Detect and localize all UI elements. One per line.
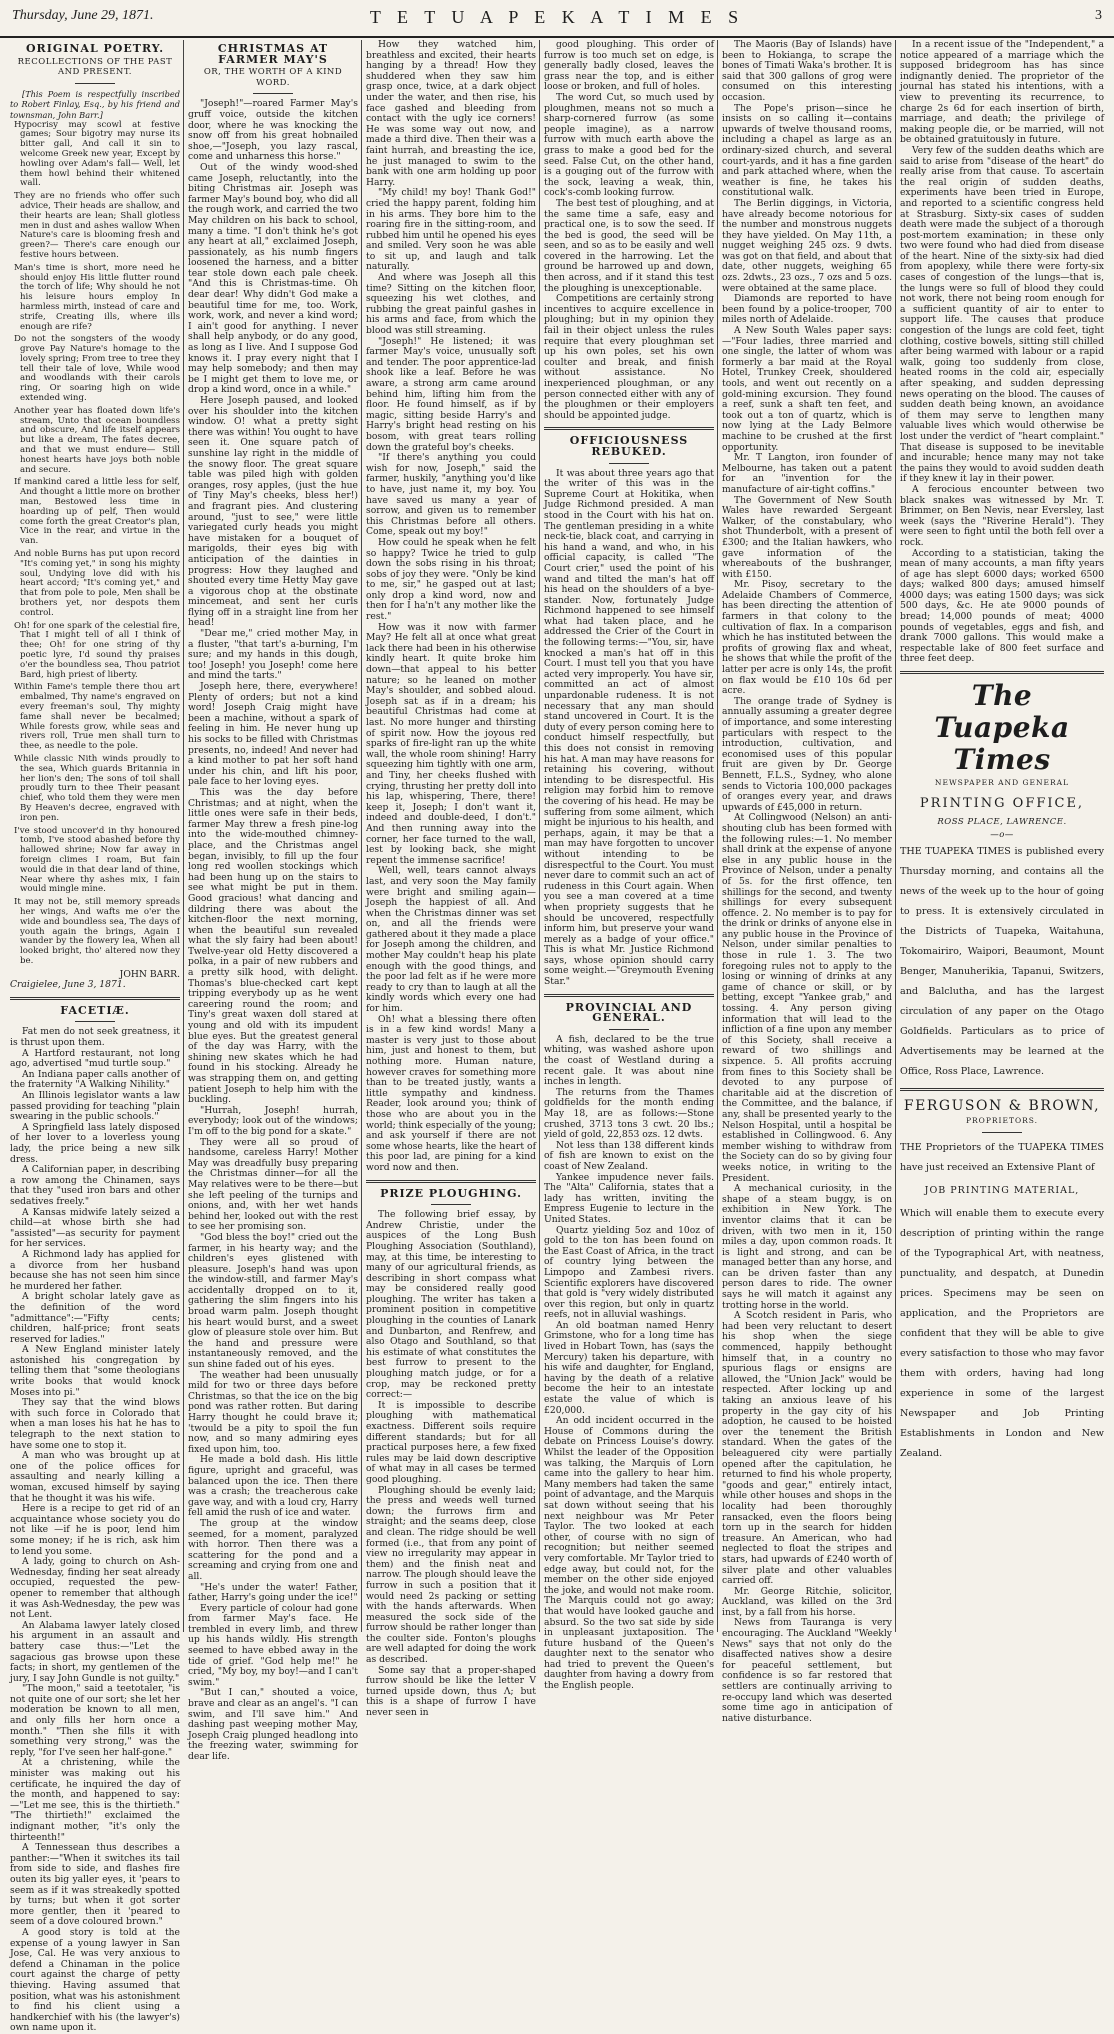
facetiae-item: Here is a recipe to get rid of an acquaintance whose society you do not like —if he is poor, lend him some money; if he is rich, ask him to lend you some.: [10, 1503, 180, 1557]
tuapeka-times-advertisement: [900, 680, 1104, 1082]
news-item: Quartz yielding 5oz and 10oz of gold to the ton has been found on the East Coast of Africa, in the tract of country lying between the Limpopo and Zambesi rivers. Scientific explorers have discovered that gold is "very widely distributed over this region, but only in quartz reefs, not in alluvial washings.: [544, 1224, 714, 1321]
news-item: Mr. T Langton, iron founder of Melbourne, has taken out a patent for an "invention for the manufacture of air-tight coffins.": [722, 452, 892, 495]
column-rule: [895, 40, 896, 1632]
news-item: A mechanical curiosity, in the shape of a steam buggy, is on exhibition in New York. The inventor claims that it can be driven, with two men in it, 150 miles a day, upon common roads. It is light and strong, and can be managed better than any horse, and can be driven faster than any person dares to ride. The owner says he will match it against any trotting horse in the world.: [722, 1183, 892, 1311]
news-item: Mr. Pisoy, secretary to the Adelaide Chambers of Commerce, has been directing the attention of farmers in that colony to the cultivation of flax. In a comparison which he has instituted between the profits of growing flax and wheat, he shows that while the profit of the latter per acre is only 14s, the profit on flax would be £10 10s 6d per acre.: [722, 579, 892, 697]
poem-date: Craigielee, June 3, 1871.: [10, 979, 126, 991]
divider: [900, 671, 1104, 674]
news-item: An odd incident occurred in the House of Commons during the debate on Princess Louise's dowry. Whilst the leader of the Opposition was talking, the Marquis of Lorn came into the gallery to hear him. Many members had taken the same point of advantage, and the Marquis sat down without seeing that his next neighbour was Mr Peter Taylor. The two looked at each other, of course with no sign of recognition; but neither seemed very comfortable. Mr Taylor tried to edge away, but could not, for the member on the other side enjoyed the joke, and would not make room. The Marquis could not go away; that would have looked gauche and absurd. So the two sat side by side in unpleasant juxtaposition. The future husband of the Queen's daughter next to the senator who had tried to prevent the Queen's daughter from having a dowry from the English people.: [544, 1415, 714, 1692]
facetiae-item: A bright scholar lately gave as the definition of the word "admittance":—"Fifty cents; children, half-price; front seats reserved for ladies.": [10, 1291, 180, 1345]
story-subheading: OR, THE WORTH OF A KIND WORD.: [203, 67, 343, 88]
article-paragraph: Ploughing should be evenly laid; the press and weeds well turned down; the furrows firm and straight; and the seams deep, close and clean. The ridge should be well formed (i.e., that from any point of view no irregularity may appear in them) and the finish neat and narrow. The plough should leave the furrow in such a position that it would need 2s packing or setting with the hands afterwards. When measured the sock side of the furrow should be rather longer than the coulter side. Fonton's ploughs are well adapted for doing the work as described.: [366, 1484, 536, 1666]
news-item: A New South Wales paper says:—"Four ladies, three married and one single, the latter of whom was formerly a bar maid at the Royal Hotel, Trunkey Creek, shouldered tools, and went out recently on a gold-mining excursion. They found a reef, sunk a shaft ten feet, and took out a ton of quartz, which is now lying at the Lady Belmore machine to be crushed at the first opportunity.: [722, 325, 892, 453]
poem-signature: JOHN BARR.: [119, 968, 180, 980]
story-paragraph: "Dear me," cried mother May, in a fluster, "that tart's a-burning, I'm sure; and my hands in this dough, too! Joseph! you Joseph! come here and mind the tarts.": [188, 628, 358, 682]
news-item: The Berlin diggings, in Victoria, have already become notorious for the number and monstrous nuggets they have yielded. On May 11th, a nugget weighing 245 ozs. 9 dwts. was got on that field, and about that date, other nuggets, weighing 65 ozs. 2dwts., 23 ozs., 7 ozs and 5 ozs. were obtained at the same place.: [722, 197, 892, 294]
facetiae-item: At a christening, while the minister was making out his certificate, he inquired the day of the month, and happened to say:—"Let me see, this is the thirtieth." "The thirtieth!" exclaimed the indignant mother, "it's only the thirteenth!": [10, 1757, 180, 1843]
article-paragraph: The best test of ploughing, and at the same time a safe, easy and practical one, is to sow the seed. If the bed is good, the seed will be seen, and so as to be easily and well covered in the harrowing. Let the ground be harrowed up and down, then across, and if it stand this test the ploughing is unexceptionable.: [544, 197, 714, 294]
facetiae-item: A Hartford restaurant, not long ago, advertised "mud turtle soup.": [10, 1047, 180, 1070]
column-5: [722, 39, 892, 1724]
column-rule: [539, 40, 540, 1632]
poem-stanza: Hypocrisy may scowl at festive games; Sour bigotry may nurse its bitter gall, And call it sin to welcome Greek new year, Except by howling over Adam's fall— Well, let them howl behind their whitened wall.: [14, 119, 180, 189]
column-4: [544, 39, 714, 1692]
news-item: The orange trade of Sydney is annually assuming a greater degree of importance, and some interesting particulars with respect to the introduction, cultivation, and economised uses of this popular fruit are given by Dr. George Bennett, F.L.S., Sydney, who alone sends to Victoria 100,000 packages of oranges every year, and draws upwards of £45,000 in return.: [722, 695, 892, 813]
poem-stanza: While classic Nith winds proudly to the sea, Which guards Britannia in her lion's den; The sons of toil shall proudly turn to thee Their peasant chief, who told them they were men By Heaven's decree, engraved with iron pen.: [14, 753, 180, 823]
page-number: 3: [1095, 8, 1102, 23]
facetiae-item: A Kansas midwife lately seized a child—at whose birth she had "assisted"—as security for payment for her services.: [10, 1206, 180, 1250]
story-paragraph: Out of the windy wood-shed came Joseph, reluctantly, into the biting Christmas air. Joseph was farmer May's bound boy, who did all the rough work, and carried the two May children on his back to school, many a time. "I don't think he's got any heart at all," exclaimed Joseph, passionately, as his numb fingers loosened the harness, and a bitter tear stole down each pale cheek. "And this is Christmas-time. Oh dear dear! Why didn't God make a beautiful time for me, too. Work, work, work, and never a kind word; I ain't good for anything. I never shall help anybody, or do any good, as long as I live. And I suppose God knows it. I pray every night that I may help somebody; and then may be I might get them to love me, or drop a kind word, once in a while.": [188, 161, 358, 396]
news-item: A ferocious encounter between two black snakes was witnessed by Mr. T. Brimmer, on Ben Nevis, near Eversley, last week (says the "Riverine Herald"). They were seen to fight until the both fell over a rock.: [900, 483, 1104, 548]
column-rule: [361, 40, 362, 1632]
facetiae-item: A New England minister lately astonished his congregation by telling them that "some theologians write books that would knock Moses into pi.": [10, 1344, 180, 1398]
divider: [544, 994, 714, 997]
column-1: [10, 40, 180, 2034]
story-paragraph: "My child! my boy! Thank God!" cried the happy parent, folding him in his arms. They bore him to the roaring fire in the sitting-room, and rubbed him until he opened his eyes and smiled. Very soon he was able to sit up, and laugh and talk naturally.: [366, 187, 536, 273]
poem-stanza: If mankind cared a little less for self, And thought a little more on brother man, Bestowed less time in hoarding up of pelf, Then would come forth the great Creator's plan, Vice in the rear, and virtue in the van.: [14, 477, 180, 547]
story-paragraph: How they watched him, breathless and excited, their hearts hanging by a thread! How they shuddered when they saw him grasp once, twice, at a dark object under the water, and then rise, his face gashed and bleeding from contact with the ugly ice corners! He was some way out now, and made a third dive. Then their was a faint hurrah, and breasting the ice, he just managed to swim to the bank with one arm holding up poor Harry.: [366, 39, 536, 188]
facetiae-heading: FACETIÆ.: [60, 1003, 130, 1017]
column-rule: [183, 40, 184, 1632]
news-item: The Pope's prison—since he insists on so calling it—contains upwards of twelve thousand rooms, including a chapel as large as an ordinary-sized church, and several court-yards, and it has a fine garden and park attached where, when the weather is fine, he takes his constitutional walk.: [722, 102, 892, 199]
poem-stanza: They are no friends who offer such advice, Their heads are shallow, and their hearts are lean; Shall glotless men in dust and ashes wallow When Nature's care is blooming fresh and green?— There's care enough our festive hours between.: [14, 191, 180, 260]
facetiae-item: They say that the wind blows with such force in Colorado that when a man loses his hat he has to telegraph to the next station to have some one to stop it.: [10, 1397, 180, 1451]
divider: [10, 997, 180, 1000]
story-paragraph: "God bless the boy!" cried out the farmer, in his hearty way; and the children's eyes glistened with pleasure. Joseph's hand was upon the window-still, and farmer May's accidentally dropped on to it, gathering the slim fingers into his broad warm palm. Joseph thought his heart would burst, and a sweet glow of pleasure stole over him. But the hand and pressure were instantaneously removed, and the sun shine faded out of his eyes.: [188, 1231, 358, 1371]
news-item: Mr. George Ritchie, solicitor, Auckland, was killed on the 3rd inst, by a fall from his horse.: [722, 1585, 892, 1618]
divider: [253, 93, 293, 94]
story-paragraph: "Hurrah, Joseph! hurrah, everybody; look out of the windows; I'm off to the big pond for a skate.": [188, 1104, 358, 1137]
poem-stanza: Another year has floated down life's stream, Unto that ocean boundless and obscure, And life itself appears but like a dream, The fates decree, and that we must endure— Still honest hearts have joys both noble and secure.: [14, 405, 180, 475]
news-item: A fish, declared to be the true whiting, was washed ashore upon the coast of Westland during a recent gale. It was about nine inches in length.: [544, 1033, 714, 1088]
facetiae-item: A Californian paper, in describing a row among the Chinamen, says that they "used iron bars and other sedatives freely.": [10, 1164, 180, 1207]
facetiae-item: "The moon," said a teetotaler, "is not quite one of our sort; she let her moderation be known to all men, and only fills her horn once a month." "Then she fills it with something very strong," was the reply, "for I've seen her half-gone.": [10, 1683, 180, 1758]
story-paragraph: Joseph here, there, everywhere! Plenty of orders; but not a kind word! Joseph Craig might have been a machine, without a spark of feeling in him. He never hung up his socks to be filled with Christmas presents, no, indeed! And never had a kind mother to pat her soft hand under his chin, and lift his poor, pale face to her loving eyes.: [188, 681, 358, 788]
story-paragraph: Every particle of colour had gone from farmer May's face. He trembled in every limb, and threw up his hands wildly. His strength seemed to have ebbed away in the tide of grief. "God help me!" he cried, "My boy, my boy!—and I can't swim.": [188, 1602, 358, 1688]
story-paragraph: "He's under the water! Father, father, Harry's going under the ice!": [188, 1581, 358, 1604]
story-paragraph: The weather had been unusually mild for two or three days before Christmas, so that the ice on the big pond was rather rotten. But daring Harry thought he could brave it; 'twould be a pity to spoil the fun now, and so many admiring eyes fixed upon him, too.: [188, 1369, 358, 1455]
story-paragraph: "But I can," shouted a voice, brave and clear as an angel's. "I can swim, and I'll save him." And dashing past weeping mother May, Joseph Craig plunged headlong into the freezing water, swimming for dear life.: [188, 1687, 358, 1762]
column-3: [366, 39, 536, 1719]
divider: [609, 463, 649, 464]
news-item: An old boatman named Henry Grimstone, who for a long time has lived in Hobart Town, has (says the Mercury) taken his departure, with his wife and daughter, for England, having by the death of a relative become the heir to an intestate estate the value of which is £20,000.: [544, 1319, 714, 1416]
poem-stanza: It may not be, still memory spreads her wings, And wafts me o'er the wide and boundless sea, The days of youth again the brings, Again I wander by the flowery lea, When all looked bright, tho' altered now they be.: [14, 897, 180, 966]
ad-body: THE TUAPEKA TIMES is published every Thursday morning, and contains all the news of the week up to the hour of going to press. It is extensively circulated in the Districts of Tuapeka, Waitahuna, Tokomairiro, Waipori, Beaumont, Mount Benger, Manuherikia, Tapanui, Switzers, and Balclutha, and has the largest circulation of any paper on the Otago Goldfields. Particulars as to price of Advertisements may be learned at the Office, Ross Place, Lawrence.: [900, 846, 1104, 1078]
article-paragraph: The word Cut, so much used by ploughmen, means not so much a sharp-cornered furrow (as some people imagine), as a narrow furrow with much earth above the grass to make a good bed for the seed. False Cut, on the other hand, is a gouging out of the furrow with the sock, leaving a weak, thin, cock's-comb looking furrow.: [544, 91, 714, 199]
story-paragraph: Here Joseph paused, and looked over his shoulder into the kitchen window. O! what a pretty sight there was within! You ought to have seen it. One square patch of sunshine lay right in the middle of the snowy floor. The great square table was piled high with golden oranges, rosy apples, (just the hue of Tiny May's cheeks, bless her!) and fragrant pies. And clustering around, "just to see," were little variegated curly heads you might have mistaken for a bouquet of marigolds, their eyes big with anticipation of the dainties in progress: How they laughed and shouted every time Hetty May gave a vigorous chop at the obstinate mincemeat, and sent her curls flying off in a straight line from her head!: [188, 395, 358, 629]
divider: [75, 83, 115, 84]
news-item: At Collingwood (Nelson) an anti-shouting club has been formed with the following rules:—1. No member shall drink at the expense of anyone else in any public house in the Province of Nelson, under a penalty of 5s. for the first offence, ten shillings for the second, and twenty shillings for every subsequent offence. 2. No member is to pay for the drink or drinks of anyone else in any public house in the Province of Nelson, under similar penalties to those in rule 1. 3. The two foregoing rules not to apply to the losing or winning of drinks at any game of chance or skill, or by betting, except "Yankee grab," and tossing. 4. Any person giving information that will lead to the infliction of a fine upon any member of this Society, shall receive a reward of two shillings and sixpence. 5. All profits accruing from fines to this Society shall be devoted to any purpose of charitable aid at the discretion of the Committee, and the balance, if any, shall be presented yearly to the Nelson Hospital, until a hospital be established in Collingwood. 6. Any member wishing to withdraw from the Society can do so by giving four weeks notice, in writing to the President.: [722, 812, 892, 1184]
news-item: Diamonds are reported to have been found by a police-trooper, 700 miles north of Adelaide.: [722, 293, 892, 326]
issue-date: Thursday, June 29, 1871.: [12, 8, 154, 23]
facetiae-item: A Richmond lady has applied for a divorce from her husband because she has not seen him since he murdered her father.: [10, 1248, 180, 1292]
divider: [982, 1132, 1022, 1133]
poem-stanza: Within Fame's temple there thou art embalmed, Thy name's engraved on every freeman's soul, Thy mighty fame shall never be becalmed; While forests grow, while seas and rivers roll, True men shall turn to thee, as needle to the pole.: [14, 682, 180, 752]
story-paragraph: Well, well, tears cannot always last, and very soon the May family were bright and smiling again—Joseph the happiest of all. And when the Christmas dinner was set on, and all the friends were gathered about it they made a place for Joseph among the children, and mother May couldn't heap his plate enough with the good things, and the poor lad felt as if he were more ready to cry than to laugh at all the kindly words which every one had for him.: [366, 865, 536, 1015]
column-6: [900, 40, 1104, 1632]
facetiae-item: Fat men do not seek greatness, it is thrust upon them.: [10, 1026, 180, 1049]
facetiae-item: A lady, going to church on Ash-Wednesday, finding her seat already occupied, requested the pew-opener to remember that although it was Ash-Wednesday, the pew was not Lent.: [10, 1556, 180, 1621]
story-paragraph: Oh! what a blessing there often is in a few kind words! Many a master is very just to those about him, just and honest to them, but nothing more. Human nature, however craves for something more than to be treated justly, wants a little sympathy and kindness. Reader, look around you; think of those who are about you in the world; think especially of the young; and ask yourself if there are not some whose hearts, like the heart of this poor lad, are pining for a kind word now and then.: [366, 1013, 536, 1173]
story-paragraph: He made a bold dash. His little figure, upright and graceful, was balanced upon the ice. Then there was a crash; the treacherous cake gave way, and with a loud cry, Harry fell amid the rush of ice and water.: [188, 1454, 358, 1519]
divider: [609, 1029, 649, 1030]
divider: [431, 1204, 471, 1205]
facetiae-item: An Illinois legislator wants a law passed providing for teaching "plain swearing in the public schools.": [10, 1090, 180, 1123]
news-item: Yankee impudence never fails. The "Alta" California, states that a lady has written, inviting the Empress Eugenie to lecture in the United States.: [544, 1171, 714, 1225]
column-2: [188, 40, 358, 1762]
article-paragraph: Competitions are certainly strong incentives to acquire excellence in ploughing; but in my opinion they fail in their object unless the rules require that every ploughman set up his own poles, set his own coulter and break, and finish without assistance. No inexperienced ploughman, or any person connected either with any of the ploughmen or their employers should be appointed judge.: [544, 293, 714, 421]
story-paragraph: They were all so proud of handsome, careless Harry! Mother May was dreadfully busy preparing the Christmas dinner—for all the May relatives were to be there—but she left peeling of the turnips and onions, and, with her wet hands behind her, looked out with the rest to see her promising son.: [188, 1136, 358, 1233]
ad2-body-2: Which will enable them to execute every description of printing within the range of the Typographical Art, with neatness, punctuality, and despatch, at Dunedin prices. Specimens may be seen on application, and the Proprietors are confident that they will be able to give every satisfaction to those who may favor them with orders, having had long experience in some of the largest Newspaper and Job Printing Establishments in London and New Zealand.: [900, 1208, 1104, 1460]
poem-stanza: Man's time is short, more need he should enjoy His little flutter round the torch of life; Why should he not his leisure hours employ In harmless mirth, instead of care and strife, Creating ills, where ills enough are rife?: [14, 262, 180, 332]
story-paragraph: "If there's anything you could wish for now, Joseph," said the farmer, huskily, "anything you'd like to have, just name it, my boy. You have saved us many a year of sorrow, and given us to remember this Christmas before all others. Come, speak out my boy!": [366, 452, 536, 538]
story-paragraph: "Joseph!"—roared Farmer May's gruff voice, outside the kitchen door, where he was knocking the snow off from his great hobnailed shoe,—"Joseph, you lazy rascal, come and unharness this horse.": [188, 98, 358, 163]
news-item: Very few of the sudden deaths which are said to arise from "disease of the heart" do really arise from that cause. To ascertain the real origin of sudden deaths, experiments have been tried in Europe, and reported to a scientific congress held at Strasburg. Sixty-six cases of sudden death were made the subject of a thorough post-mortem examination; in these only two were found who had died from disease of the heart. Nine of the sixty-six had died from apoplexy, while there were forty-six cases of congestion of the lungs—that is, the lungs were so full of blood they could not work, there not being room enough for a sufficient quantity of air to enter to support life. The causes that produce congestion of the lungs are cold feet, tight clothing, costive bowels, sitting still chilled after being warmed with labour or a rapid walk, going too suddenly from close, heated rooms in the cold air, especially after speaking, and sudden depressing news operating on the blood. The causes of sudden death being known, an avoidance of them may serve to lengthen many valuable lives which would otherwise be lost under the verdict of "heart complaint." That disease is supposed to be inevitable and incurable; hence many may not take the pains they would to avoid sudden death if they knew it lay in their power.: [900, 144, 1104, 485]
ad-subtitle: NEWSPAPER AND GENERAL: [934, 778, 1070, 788]
article-paragraph: It was about three years ago that the writer of this was in the Supreme Court at Hokitika, when Judge Richmond presided. A man stood in the Court with his hat on. The gentleman presiding in a white neck-tie, black coat, and carrying in his hand a wand, and who, in his official capacity, is called "The Court crier," used the point of his wand and tilted the man's hat off his head on the shoulders of a bye-stander. Now, fortunately Judge Richmond happened to see himself what had taken place, and he addressed the Crier of the Court in the following terms:—"You, sir, have knocked a man's hat off in this Court. I must tell you that you have acted very improperly. You have sir, committed an act of almost unpardonable rudeness. It is not necessary that any man should stand uncovered in Court. It is the duty of every person coming here to conduct himself respectfully, but this does not consist in removing his hat. A man may have reasons for retaining his covering, without intending to be disrespectful. His religion may forbid him to remove the covering of his head. He may be suffering from some ailment, which might be injurious to his health, and perhaps, again, it may be that a man may have forgotten to uncover without intending to be disrespectful to the Court. You must never dare to commit such an act of rudeness in this Court again. When you see a man covered at a time when propriety suggests that he should be uncovered, respectfully inform him, but preserve your wand merely as a badge of your office." This is what Mr. Justice Richmond says, whose opinion should carry some weight.—"Greymouth Evening Star.": [544, 467, 714, 988]
article-paragraph: It is impossible to describe ploughing with mathematical exactness. Different soils require different standards; but for all practical purposes here, a few fixed rules may be laid down descriptive of what may in all cases be termed good ploughing.: [366, 1399, 536, 1485]
column-rule: [717, 40, 718, 1632]
facetiae-item: An Alabama lawyer lately closed his argument in an assault and battery case thus:—"Let the sagacious gas browse upon these facts; in short, my gentlemen of the jury, I say John Gundle is not guilty.": [10, 1619, 180, 1684]
poem-stanza: And noble Burns has put upon record "It's coming yet," in song his mighty soul, Undying love did with his heart accord; "It's coming yet," and that from pole to pole, Men shall be brothers yet, nor despots them control.: [14, 549, 180, 618]
masthead: [0, 0, 1114, 38]
news-item: The Maoris (Bay of Islands) have been to Hokianga, to scrape the bones of Timati Waka's brother. It is said that 300 gallons of grog were consumed on this interesting occasion.: [722, 39, 892, 103]
prize-ploughing-heading: PRIZE PLOUGHING.: [380, 1186, 522, 1200]
poem-body: [10, 121, 180, 967]
facetiae-item: A Tennessean thus describes a panther:—"When it switches its tail from side to side, and flashes fire outen its big yaller eyes, it 'pears to seem as if it was streakedly spotted by turns; but when it got sorter more gentler, then it 'peared to seem of a dove coloured brown.": [10, 1842, 180, 1928]
divider: [366, 1180, 536, 1183]
ad2-subtitle: PROPRIETORS.: [965, 1116, 1039, 1125]
ad2-title: FERGUSON & BROWN,: [903, 1098, 1101, 1115]
story-paragraph: How could he speak when he felt so happy? Twice he tried to gulp down the sobs rising in his throat; sobs of joy they were. "Only be kind to me, sir," he gasped out at last; only drop a kind word, now and then for I ha'n't any mother like the rest.": [366, 536, 536, 623]
facetiae-item: A good story is told at the expense of a young lawyer in San Jose, Cal. He was very anxious to defend a Chinaman in the police court against the charge of petty thieving. Having assumed that position, what was his astonishment to find his client using a handkerchief with his (the lawyer's) own name upon it.: [10, 1926, 180, 2034]
officiousness-heading: OFFICIOUSNESS REBUKED.: [569, 434, 689, 458]
provincial-heading: PROVINCIAL AND GENERAL.: [565, 1000, 693, 1025]
news-item: In a recent issue of the "Independent," a notice appeared of a marriage which the supposed bridegroom has has since indignantly denied. The proprietor of the journal has stated his intentions, with a view to preventing its recurrence, to charge 2s 6d for each insertion of birth, marriage, and death; the privilege of making people die, or be married, will not be obtained gratuitously in future.: [900, 39, 1104, 146]
news-item: The Government of New South Wales have rewarded Sergeant Walker, of the constabulary, who shot Thunderbolt, with a present of £300; and the Italian hawkers, who gave information of the whereabouts of the bushranger, with £150.: [722, 494, 892, 580]
story-paragraph: The group at the window seemed, for a moment, paralyzed with horror. Then there was a scattering for the pond and a screaming and crying from one and all.: [188, 1517, 358, 1582]
facetiae-list: [10, 1027, 180, 2033]
story-heading: CHRISTMAS AT FARMER MAY'S: [217, 42, 329, 66]
story-paragraph: And where was Joseph all this time? Sitting on the kitchen floor, squeezing his wet clothes, and rubbing the great painful gashes in his arms and face, from which the blood was still streaming.: [366, 272, 536, 337]
ad2-job-printing: JOB PRINTING MATERIAL,: [924, 1184, 1080, 1196]
newspaper-title: T E T U A P E K A T I M E S: [369, 7, 745, 27]
poetry-heading: ORIGINAL POETRY.: [25, 42, 165, 55]
poem-title: RECOLLECTIONS OF THE PAST AND PRESENT.: [17, 56, 173, 78]
ferguson-brown-advertisement: [900, 1098, 1104, 1464]
news-item: A Scotch resident in Paris, who had been very reluctant to desert his shop when the siege commenced, happily bethought himself that, in a country no spurious flags or ensigns are allowed, the "Union Jack" would be respected. After locking up and taking an anxious leave of his property in the gay city of his adoption, he caused to be hoisted over the tenement the British standard. When the gates of the beleaguered city were partially opened after the capitulation, he returned to find his whole property, "goods and gear," entirely intact, while other houses and shops in the locality had been thoroughly ransacked, even the floors being torn up in the search for hidden treasure. An American, who had neglected to float the stripes and stars, had upwards of £240 worth of silver plate and other valuables carried off.: [722, 1310, 892, 1587]
ad-address: ROSS PLACE, LAWRENCE.: [937, 817, 1067, 828]
divider: [544, 427, 714, 430]
article-paragraph: good ploughing. This order of furrow is too much set on edge, is generally badly closed, leaves the grass near the top, and is either loose or broken, and full of holes.: [544, 39, 714, 93]
divider: [900, 1088, 1104, 1091]
story-paragraph: This was the day before Christmas; and at night, when the little ones were safe in their beds, farmer May threw a fresh pine-log into the wide-mouthed chimney-place, and the Christmas angel began, invisibly, to fill up the four long red woollen stockings which had been hung up on the stairs to see what might be put in them. Good gracious! what dancing and dildring there was about the kitchen-floor the next morning, when the beautiful sun revealed what the sly fairy had been about! Twelve-year old Hetty discovered a polka, in a pair of new rubbers and a pretty silk hood, with delight. Thomas's blue-checked cart kept tripping everybody up as he went careering round the room; and Tiny's great waxen doll stared at young and old with its impudent blue eyes. But the greatest general of the day was Harry, with the shining new skates which he had found in his stocking. Already he was strapping them on, and getting patient Joseph to help him with the buckling.: [188, 786, 358, 1106]
ad2-body-1: THE Proprietors of the TUAPEKA TIMES have just received an Extensive Plant of: [900, 1141, 1104, 1173]
news-item: Not less than 138 different kinds of fish are known to exist on the coast of New Zealand.: [544, 1139, 714, 1172]
article-paragraph: Some say that a proper-shaped furrow should be like the letter V turned upside down, thus Λ; but this is a shape of furrow I have never seen in: [366, 1664, 536, 1719]
poem-stanza: Do not the songsters of the woody grove Pay Nature's homage to the lovely spring; From tree to tree they tell their tale of love, While wood and woodlands with their carols ring, Or soaring high on wide extended wing.: [14, 334, 180, 404]
divider: [75, 1021, 115, 1022]
poem-note: [This Poem is respectfully inscribed to Robert Finlay, Esq., by his friend and townsman, John Barr.]: [10, 88, 180, 120]
ad-ornament: —o—: [990, 829, 1014, 840]
facetiae-item: A man who was brought up at one of the police offices for assaulting and nearly killing a woman, excused himself by saying that he thought it was his wife.: [10, 1450, 180, 1504]
facetiae-item: A Springfield lass lately disposed of her lover to a loverless young lady, the price being a new silk dress.: [10, 1121, 180, 1165]
news-item: News from Tauranga is very encouraging. The Auckland "Weekly News" says that not only do the disaffected natives show a desire for peaceful settlement, but confidence is so far restored that settlers are continually arriving to re-occupy land which was deserted some time ago in anticipation of native disturbance.: [722, 1617, 892, 1724]
ad-printing-office: PRINTING OFFICE,: [919, 795, 1085, 811]
poem-stanza: Oh! for one spark of the celestial fire, That I might tell of all I think of thee; Oh! for one string of thy poetic lyre, I'd sound thy praises o'er the boundless sea, Thou patriot Bard, high priest of liberty.: [14, 620, 180, 680]
news-item: The returns from the Thames goldfields for the month ending May 18, are as follows:—Stone crushed, 3713 tons 3 cwt. 20 lbs.; yield of gold, 22,853 ozs. 12 dwts.: [544, 1086, 714, 1141]
news-item: According to a statistician, taking the mean of many accounts, a man fifty years of age has slept 6000 days; worked 6500 days; walked 800 days; amused himself 4000 days; was eating 1500 days; was sick 500 days, &c. He ate 9000 pounds of bread; 14,000 pounds of meat; 4000 pounds of vegetables, eggs and fish, and drank 7000 gallons. This would make a respectable lake of 800 feet surface and three feet deep.: [900, 547, 1104, 665]
article-paragraph: The following brief essay, by Andrew Christie, under the auspices of the Long Bush Ploughing Association (Southland), may, at this time, be interesting to many of our agricultural friends, as describing in short compass what may be considered really good ploughing. The writer has taken a prominent position in competitive ploughing in the counties of Lanark and Dunbarton, and Renfrew, and also Otago and Southland, so that his estimate of what constitutes the best furrow to present to the ploughing match judge, or for a crop, may be reckoned pretty correct:—: [366, 1209, 536, 1401]
story-paragraph: How was it now with farmer May? He felt all at once what great lack there had been in his otherwise kindly heart. It quite broke him down—that appeal to his better nature; so he leaned on mother May's shoulder, and sobbed aloud. Joseph sat as if in a dream; his beautiful Christmas had come at last. No more hunger and thirsting of spirit now. How the joyous red sparks of fire-light ran up the white wall, the whole room shining! Harry squeezing him tightly with one arm, and Tiny, her cheeks flushed with crying, thrusting her pretty doll into his lap, whispering, There, there! keep it, Joseph; I don't want it, indeed and double-deed, I don't." And then running away into the corner, her face turned to the wall, lest by looking back, she might repent the immense sacrifice!: [366, 621, 536, 866]
ad-title: The Tuapeka Times: [934, 679, 1070, 777]
poem-stanza: I've stood uncover'd in thy honoured tomb, I've stood abashed before thy hallowed shrine; Now far away in foreign climes I roam, But fain would die in that dear land of thine, Near where thy ashes mix, I fain would mingle mine.: [14, 825, 180, 895]
facetiae-item: An Indiana paper calls another of the fraternity "A Walking Nihility.": [10, 1068, 180, 1091]
story-paragraph: "Joseph!" He listened; it was farmer May's voice, unusually soft and tender. The poor apprentice-lad shook like a leaf. Before he was aware, a strong arm came around behind him, lifting him from the floor. He found himself, as if by magic, sitting beside Harry's and Harry's bright head resting on his bosom, with great tears rolling down the grateful boy's cheeks.: [366, 335, 536, 453]
